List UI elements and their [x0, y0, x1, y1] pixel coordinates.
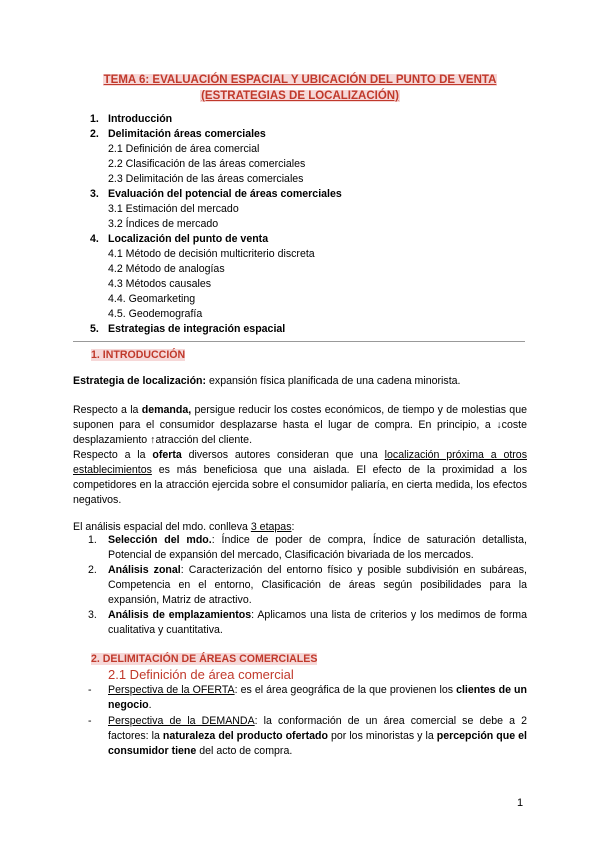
analisis-paragraph: El análisis espacial del mdo. conlleva 3 etapas: — [73, 521, 295, 533]
list-item: - Perspectiva de la OFERTA: es el área geográfica de la que provienen los clientes de un negocio. — [88, 684, 527, 711]
demanda-oferta-paragraph: Respecto a la demanda, persigue reducir los costes económicos, de tiempo y de molestias que suponen para el consumidor desplazarse hasta el lugar de compra. En principio, a ↓coste desplazamiento ↑atracción del cliente. Respecto a la oferta diversos autores consideran que una localización próxima a otros establecimientos es más beneficiosa que una aislada. El efecto de la proximidad a los competidores en la atracción ejercida sobre el consumidor paliaría, en cierta medida, los efectos negativos. — [73, 404, 527, 506]
table-of-contents — [90, 112, 510, 337]
toc-item-1: 1. Introducción — [90, 113, 173, 125]
document-title — [0, 72, 600, 104]
title-line-1: TEMA 6: EVALUACIÓN ESPACIAL Y UBICACIÓN DEL PUNTO DE VENTA — [103, 74, 497, 86]
estrategia-paragraph: Estrategia de localización: expansión física planificada de una cadena minorista. — [73, 375, 461, 387]
list-item: - Perspectiva de la DEMANDA: la conformación de un área comercial se debe a 2 factores: la naturaleza del producto ofertado por los minoristas y la percepción que el consumidor tiene del acto de compra. — [88, 715, 527, 757]
toc-subitem: 4.3 Métodos causales — [108, 278, 212, 290]
horizontal-divider — [73, 341, 525, 342]
toc-item-3: 3. Evaluación del potencial de áreas comerciales — [90, 188, 342, 200]
toc-subitem: 4.2 Método de analogías — [108, 263, 225, 275]
subsection-2-1-heading: 2.1 Definición de área comercial — [108, 667, 294, 682]
section-1-heading: 1. INTRODUCCIÓN — [91, 349, 186, 361]
toc-subitem: 4.1 Método de decisión multicriterio discreta — [108, 248, 315, 260]
list-item: 3. Análisis de emplazamientos: Aplicamos una lista de criterios y los medimos de forma cualitativa y cuantitativa. — [88, 609, 527, 636]
toc-item-2: 2. Delimitación áreas comerciales — [90, 128, 266, 140]
toc-subitem: 3.2 Índices de mercado — [108, 218, 219, 230]
toc-subitem: 3.1 Estimación del mercado — [108, 203, 239, 215]
toc-subitem: 4.4. Geomarketing — [108, 293, 196, 305]
toc-subitem: 4.5. Geodemografía — [108, 308, 203, 320]
toc-item-4: 4. Localización del punto de venta — [90, 233, 269, 245]
title-line-2: (ESTRATEGIAS DE LOCALIZACIÓN) — [201, 90, 399, 102]
toc-subitem: 2.3 Delimitación de las áreas comerciales — [108, 173, 304, 185]
etapas-list — [73, 533, 527, 638]
page-number: 1 — [517, 797, 524, 809]
section-2-heading: 2. DELIMITACIÓN DE ÁREAS COMERCIALES — [91, 653, 318, 665]
list-item: 1. Selección del mdo.: Índice de poder de compra, Índice de saturación detallista, Potencial de expansión del mercado, Clasificación bivariada de los mercados. — [88, 534, 527, 561]
toc-subitem: 2.2 Clasificación de las áreas comerciales — [108, 158, 306, 170]
toc-subitem: 2.1 Definición de área comercial — [108, 143, 260, 155]
list-item: 2. Análisis zonal: Caracterización del entorno físico y posible subdivisión en subáreas, Competencia en el entorno, Clasificación de áreas según posibilidades para la expansión, Matriz de atractivo. — [88, 564, 527, 606]
toc-item-5: 5. Estrategias de integración espacial — [90, 323, 286, 335]
